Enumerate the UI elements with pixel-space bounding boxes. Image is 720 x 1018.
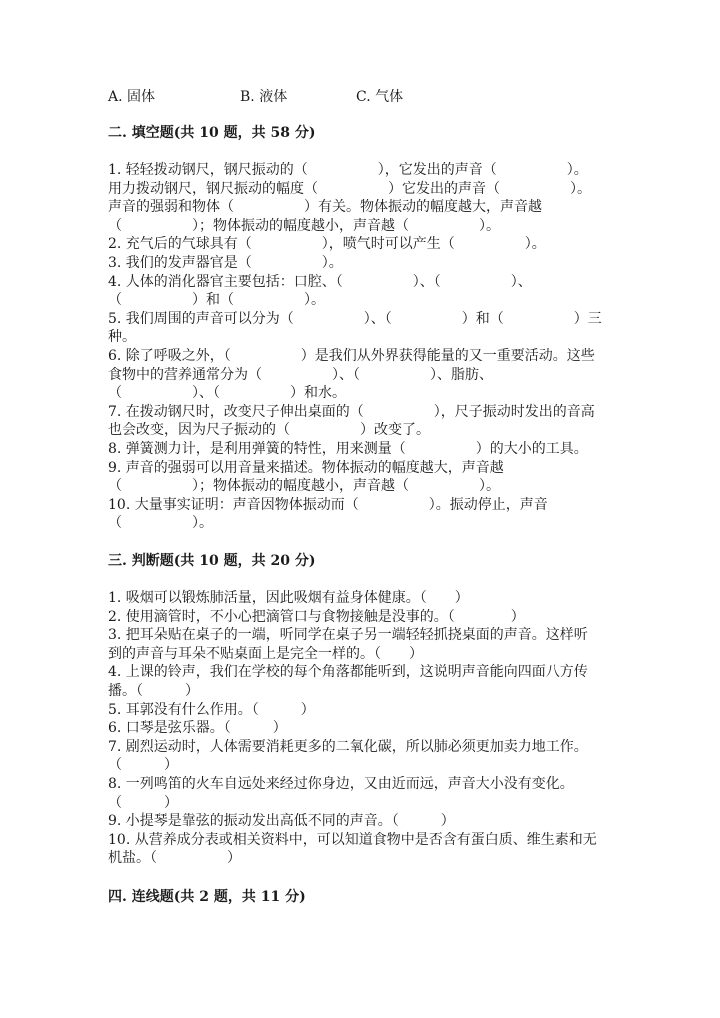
question-line: 9. 小提琴是靠弦的振动发出高低不同的声音。（ ） — [108, 813, 455, 830]
judge-question-8 — [108, 775, 597, 812]
judge-question-2 — [108, 608, 597, 627]
fill-question-4 — [108, 273, 602, 310]
judge-question-10 — [108, 831, 597, 868]
question-line: 1. 吸烟可以锻炼肺活量，因此吸烟有益身体健康。（ ） — [108, 590, 469, 606]
fill-question-7 — [108, 403, 602, 440]
question-line: 5. 耳郭没有什么作用。（ ） — [108, 701, 315, 718]
question-line: 种。 — [108, 329, 136, 346]
option-b: B. 液体 — [240, 89, 288, 105]
fill-question-6 — [108, 347, 602, 403]
question-line: 6. 口琴是弦乐器。（ ） — [108, 720, 287, 737]
question-line: 机盐。（ ） — [108, 850, 241, 867]
question-line: 5. 我们周围的声音可以分为（ ）、（ ）和（ ）三 — [108, 310, 602, 327]
judge-question-9 — [108, 812, 597, 831]
fill-question-1 — [108, 161, 602, 235]
question-line: 到的声音与耳朵不贴桌面上是完全一样的。（ ） — [108, 645, 423, 662]
question-line: 8. 一列鸣笛的火车自远处来经过你身边，又由近而远，声音大小没有变化。 — [108, 775, 574, 792]
question-line: 7. 在拨动钢尺时，改变尺子伸出桌面的（ ），尺子振动时发出的音高 — [108, 403, 595, 420]
section-heading-fill: 二. 填空题(共 10 题，共 58 分) — [108, 125, 316, 141]
judge-questions — [108, 589, 597, 868]
question-line: 2. 充气后的气球具有（ ），喷气时可以产生（ ）。 — [108, 236, 546, 253]
fill-question-8 — [108, 440, 602, 459]
question-line: 播。（ ） — [108, 682, 199, 699]
judge-question-7 — [108, 738, 597, 775]
question-line: （ ） — [108, 794, 178, 811]
question-line: 3. 把耳朵贴在桌子的一端，听同学在桌子另一端轻轻抓挠桌面的声音。这样听 — [108, 627, 588, 644]
question-line: （ ）、（ ）和水。 — [108, 385, 346, 402]
judge-question-5 — [108, 701, 597, 720]
judge-question-3 — [108, 626, 597, 663]
question-line: 6. 除了呼吸之外，（ ）是我们从外界获得能量的又一重要活动。这些 — [108, 347, 595, 364]
fill-question-3 — [108, 254, 602, 273]
section-heading-match: 四. 连线题(共 2 题，共 11 分) — [108, 889, 306, 905]
question-line: 8. 弹簧测力计，是利用弹簧的特性，用来测量（ ）的大小的工具。 — [108, 440, 588, 457]
option-c: C. 气体 — [356, 89, 404, 105]
question-line: 10. 大量事实证明：声音因物体振动而（ ）。振动停止，声音 — [108, 496, 548, 513]
question-line: 3. 我们的发声器官是（ ）。 — [108, 254, 343, 271]
section-heading-judge: 三. 判断题(共 10 题，共 20 分) — [108, 553, 316, 569]
fill-question-5 — [108, 310, 602, 347]
question-line: 食物中的营养通常分为（ ）、（ ）、脂肪、 — [108, 366, 493, 383]
question-line: 4. 人体的消化器官主要包括：口腔、（ ）、（ ）、 — [108, 273, 532, 290]
question-line: 用力拨动钢尺，钢尺振动的幅度（ ）它发出的声音（ ）。 — [108, 180, 591, 197]
question-line: （ ）和（ ）。 — [108, 292, 325, 309]
fill-question-10 — [108, 496, 602, 533]
fill-question-9 — [108, 459, 602, 496]
question-line: 也会改变，因为尺子振动的（ ）改变了。 — [108, 422, 430, 439]
fill-questions — [108, 161, 602, 533]
question-line: （ ）；物体振动的幅度越小，声音越（ ）。 — [108, 478, 500, 495]
question-line: 2. 使用滴管时，不小心把滴管口与食物接触是没事的。（ ） — [108, 608, 525, 625]
option-a: A. 固体 — [108, 89, 156, 105]
question-line: （ ） — [108, 757, 178, 774]
question-line: 4. 上课的铃声，我们在学校的每个角落都能听到，这说明声音能向四面八方传 — [108, 664, 588, 681]
fill-question-2 — [108, 235, 602, 254]
question-line: （ ）；物体振动的幅度越小，声音越（ ）。 — [108, 217, 500, 234]
question-line: 7. 剧烈运动时，人体需要消耗更多的二氧化碳，所以肺必须更加卖力地工作。 — [108, 738, 588, 755]
judge-question-6 — [108, 719, 597, 738]
question-line: 1. 轻轻拨动钢尺，钢尺振动的（ ），它发出的声音（ ）。 — [108, 162, 588, 178]
question-line: （ ）。 — [108, 515, 213, 532]
question-line: 9. 声音的强弱可以用音量来描述。物体振动的幅度越大，声音越 — [108, 459, 504, 476]
judge-question-4 — [108, 663, 597, 700]
question-line: 声音的强弱和物体（ ）有关。物体振动的幅度越大，声音越 — [108, 199, 542, 216]
choice-options — [108, 88, 508, 107]
question-line: 10. 从营养成分表或相关资料中，可以知道食物中是否含有蛋白质、维生素和无 — [108, 831, 597, 848]
judge-question-1 — [108, 589, 597, 608]
